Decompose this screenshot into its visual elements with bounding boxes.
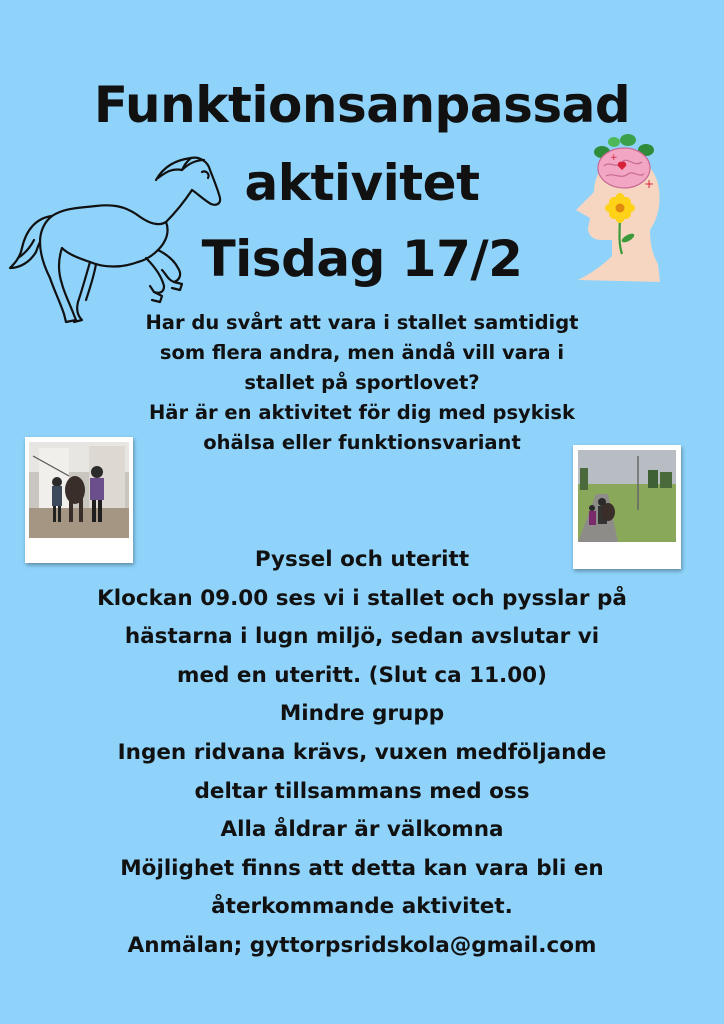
title-line-3: Tisdag 17/2: [201, 230, 523, 288]
details-line: med en uteritt. (Slut ca 11.00): [177, 662, 547, 688]
details-line: deltar tillsammans med oss: [194, 778, 530, 804]
title-line-2: aktivitet: [244, 154, 480, 212]
intro-text: [100, 308, 624, 458]
details-line: hästarna i lugn miljö, sedan avslutar vi: [124, 624, 600, 650]
head-brain-flower-icon: [572, 130, 664, 288]
details-line: Klockan 09.00 ses vi i stallet och pysslar på: [97, 585, 627, 611]
svg-text:+: +: [644, 177, 655, 191]
details-line: Ingen ridvana krävs, vuxen medföljande: [117, 739, 607, 765]
intro-line: stallet på sportlovet?: [244, 371, 480, 394]
details-line: Alla åldrar är välkomna: [220, 817, 504, 843]
details-line: Mindre grupp: [279, 701, 445, 727]
details-line: Möjlighet finns att detta kan vara bli en: [120, 855, 604, 881]
intro-line: som flera andra, men ändå vill vara i: [159, 341, 565, 364]
details-text: [20, 541, 704, 966]
horse-icon: [6, 150, 224, 328]
details-line: Pyssel och uteritt: [254, 547, 470, 572]
intro-line: ohälsa eller funktionsvariant: [203, 431, 521, 454]
intro-line: Har du svårt att vara i stallet samtidigt: [145, 311, 579, 334]
svg-text:+: +: [610, 153, 618, 163]
title-line-1: Funktionsanpassad: [93, 76, 631, 134]
contact-email-line: Anmälan; gyttorpsridskola@gmail.com: [127, 932, 597, 958]
details-line: återkommande aktivitet.: [211, 894, 513, 920]
intro-line: Här är en aktivitet för dig med psykisk: [148, 401, 575, 424]
